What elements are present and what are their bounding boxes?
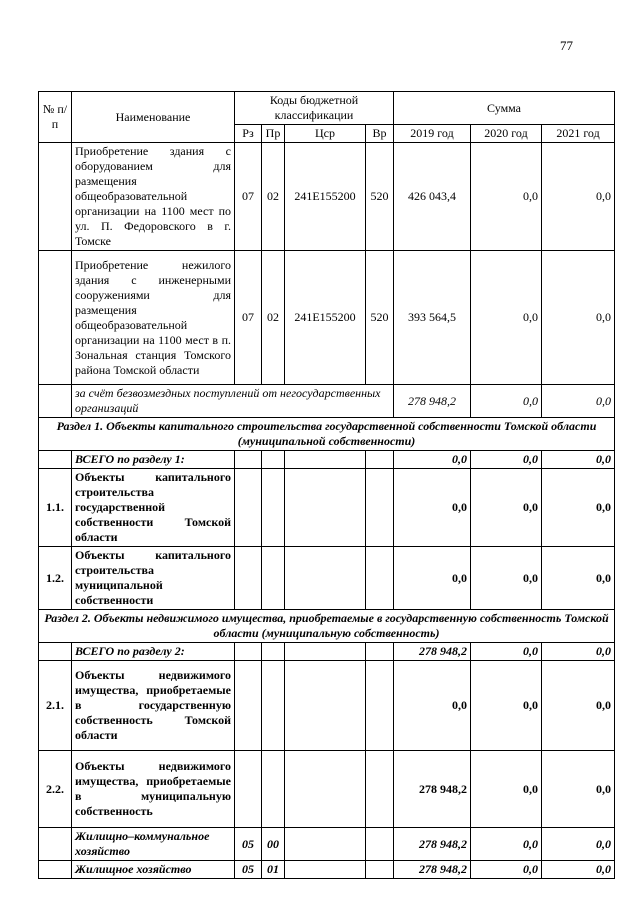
row-num — [39, 861, 72, 879]
row-name: ВСЕГО по разделу 2: — [72, 643, 235, 661]
row-vr — [366, 661, 394, 751]
row-pr — [262, 643, 285, 661]
row-vr — [366, 828, 394, 861]
table-row — [39, 861, 615, 879]
row-2019: 278 948,2 — [394, 751, 471, 828]
section-title: Раздел 1. Объекты капитального строительства государственной собственности Томской области (муниципальной собственности) — [39, 418, 615, 451]
row-vr — [366, 643, 394, 661]
row-2021: 0,0 — [542, 643, 615, 661]
row-pr — [262, 451, 285, 469]
row-pr — [262, 547, 285, 610]
table-row — [39, 251, 615, 385]
row-rz — [235, 751, 262, 828]
row-num: 1.2. — [39, 547, 72, 610]
table-row — [39, 828, 615, 861]
table-row — [39, 143, 615, 251]
row-num — [39, 828, 72, 861]
row-csr: 241Е155200 — [285, 251, 366, 385]
row-pr: 00 — [262, 828, 285, 861]
row-2021: 0,0 — [542, 751, 615, 828]
row-num: 2.2. — [39, 751, 72, 828]
row-num: 2.1. — [39, 661, 72, 751]
row-rz: 05 — [235, 861, 262, 879]
row-rz — [235, 661, 262, 751]
row-2019: 393 564,5 — [394, 251, 471, 385]
row-name: Объекты недвижимого имущества, приобретаемые в муниципальную собственность — [72, 751, 235, 828]
row-rz — [235, 451, 262, 469]
row-vr: 520 — [366, 143, 394, 251]
row-2019: 0,0 — [394, 469, 471, 547]
row-csr — [285, 643, 366, 661]
row-2020: 0,0 — [471, 861, 542, 879]
row-2020: 0,0 — [471, 828, 542, 861]
header-name: Наименование — [72, 92, 235, 143]
row-csr — [285, 828, 366, 861]
row-2019: 278 948,2 — [394, 828, 471, 861]
table-row — [39, 451, 615, 469]
table-row — [39, 661, 615, 751]
header-pr: Пр — [262, 125, 285, 143]
row-2019: 426 043,4 — [394, 143, 471, 251]
row-2020: 0,0 — [471, 547, 542, 610]
row-pr — [262, 661, 285, 751]
row-num — [39, 451, 72, 469]
row-vr — [366, 547, 394, 610]
row-csr — [285, 661, 366, 751]
row-vr — [366, 451, 394, 469]
row-vr — [366, 469, 394, 547]
row-vr — [366, 861, 394, 879]
row-csr — [285, 861, 366, 879]
row-num — [39, 643, 72, 661]
header-2019: 2019 год — [394, 125, 471, 143]
row-vr — [366, 751, 394, 828]
row-num — [39, 385, 72, 418]
row-pr: 02 — [262, 251, 285, 385]
table-row — [39, 385, 615, 418]
row-name: Приобретение здания с оборудованием для размещения общеобразовательной организации на 1100 мест по ул. П. Федоровского в г. Томске — [72, 143, 235, 251]
section-title: Раздел 2. Объекты недвижимого имущества, приобретаемые в государственную собственность Томской области (муниципальную собственность) — [39, 610, 615, 643]
row-2019: 278 948,2 — [394, 861, 471, 879]
row-rz — [235, 547, 262, 610]
header-2021: 2021 год — [542, 125, 615, 143]
row-2021: 0,0 — [542, 385, 615, 418]
row-2021: 0,0 — [542, 547, 615, 610]
header-num: № п/п — [39, 92, 72, 143]
header-rz: Рз — [235, 125, 262, 143]
row-csr — [285, 451, 366, 469]
row-2020: 0,0 — [471, 661, 542, 751]
header-codes: Коды бюджетной классификации — [235, 92, 394, 125]
row-num: 1.1. — [39, 469, 72, 547]
row-2020: 0,0 — [471, 251, 542, 385]
row-csr: 241Е155200 — [285, 143, 366, 251]
row-name: Объекты недвижимого имущества, приобретаемые в государственную собственность Томской области — [72, 661, 235, 751]
row-csr — [285, 547, 366, 610]
table-row — [39, 547, 615, 610]
row-2021: 0,0 — [542, 861, 615, 879]
row-name: ВСЕГО по разделу 1: — [72, 451, 235, 469]
budget-table — [38, 91, 615, 879]
row-name: Жилищно–коммунальное хозяйство — [72, 828, 235, 861]
row-2020: 0,0 — [471, 643, 542, 661]
row-csr — [285, 751, 366, 828]
row-name: Приобретение нежилого здания с инженерными сооружениями для размещения общеобразовательной организации на 1100 мест в п. Зональная станция Томского района Томской области — [72, 251, 235, 385]
row-pr — [262, 469, 285, 547]
row-pr: 02 — [262, 143, 285, 251]
row-2019: 278 948,2 — [394, 643, 471, 661]
page-number: 77 — [560, 38, 573, 53]
table-row — [39, 751, 615, 828]
row-name: Объекты капитального строительства государственной собственности Томской области — [72, 469, 235, 547]
row-name: Жилищное хозяйство — [72, 861, 235, 879]
row-2020: 0,0 — [471, 451, 542, 469]
row-name: Объекты капитального строительства муниципальной собственности — [72, 547, 235, 610]
row-2019: 0,0 — [394, 547, 471, 610]
row-name: за счёт безвозмездных поступлений от негосударственных организаций — [72, 385, 394, 418]
row-2020: 0,0 — [471, 385, 542, 418]
row-2021: 0,0 — [542, 251, 615, 385]
row-rz — [235, 469, 262, 547]
row-pr: 01 — [262, 861, 285, 879]
row-2020: 0,0 — [471, 143, 542, 251]
row-num — [39, 143, 72, 251]
row-2021: 0,0 — [542, 143, 615, 251]
table-row — [39, 469, 615, 547]
row-num — [39, 251, 72, 385]
row-2019: 0,0 — [394, 451, 471, 469]
row-2020: 0,0 — [471, 751, 542, 828]
row-vr: 520 — [366, 251, 394, 385]
row-rz: 07 — [235, 143, 262, 251]
row-2019: 278 948,2 — [394, 385, 471, 418]
header-csr: Цср — [285, 125, 366, 143]
row-2021: 0,0 — [542, 451, 615, 469]
row-rz: 05 — [235, 828, 262, 861]
header-vr: Вр — [366, 125, 394, 143]
row-csr — [285, 469, 366, 547]
row-rz: 07 — [235, 251, 262, 385]
row-2019: 0,0 — [394, 661, 471, 751]
row-2021: 0,0 — [542, 661, 615, 751]
header-row-1 — [39, 92, 615, 125]
row-2020: 0,0 — [471, 469, 542, 547]
row-rz — [235, 643, 262, 661]
header-2020: 2020 год — [471, 125, 542, 143]
row-2021: 0,0 — [542, 828, 615, 861]
row-pr — [262, 751, 285, 828]
section-row — [39, 610, 615, 643]
row-2021: 0,0 — [542, 469, 615, 547]
table-row — [39, 643, 615, 661]
header-sum: Сумма — [394, 92, 615, 125]
section-row — [39, 418, 615, 451]
